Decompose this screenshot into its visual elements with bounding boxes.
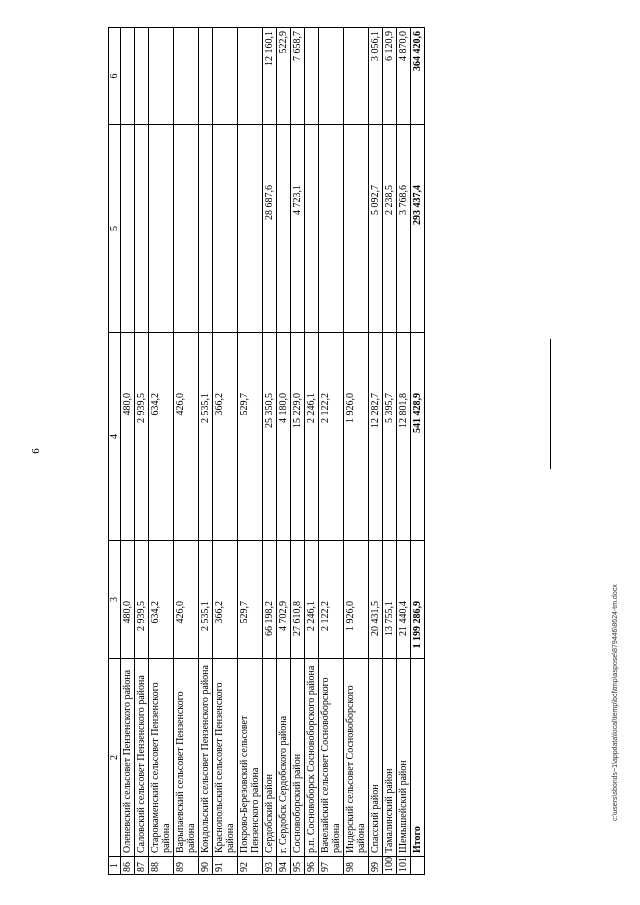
column-4-value: 2 939,5 [135,333,149,541]
total-column-3: 1 199 286,9 [411,541,425,659]
column-4-value: 4 180,0 [277,333,291,541]
column-header: 6 [109,28,121,125]
table-row [238,28,263,875]
total-column-4: 541 428,9 [411,333,425,541]
column-6-value: 4 870,0 [397,28,411,125]
column-header: 1 [109,857,121,875]
column-3-value: 2 535,1 [199,541,213,659]
column-6-value: 12 160,1 [263,28,277,125]
column-6-value: 522,9 [277,28,291,125]
page-number: 6 [30,448,42,454]
column-5-value: 2 238,5 [383,125,397,333]
municipality-name: Покрово-Березовский сельсовет Пензенского района [238,659,263,857]
table-row [277,28,291,875]
municipality-name: Варыпаевский сельсовет Пензенского района [174,659,199,857]
column-3-value: 2 939,5 [135,541,149,659]
row-number: 92 [238,857,263,875]
column-3-value: 634,2 [149,541,174,659]
column-6-value [121,28,135,125]
column-5-value [149,125,174,333]
municipality-name: Шемышейский район [397,659,411,857]
column-6-value [238,28,263,125]
column-header: 5 [109,125,121,333]
column-4-value: 5 395,7 [383,333,397,541]
municipality-name: Краснопольский сельсовет Пензенского района [213,659,238,857]
column-5-value [238,125,263,333]
column-5-value [199,125,213,333]
municipality-name: Саловский сельсовет Пензенского района [135,659,149,857]
row-number: 99 [369,857,383,875]
column-6-value [344,28,369,125]
column-6-value [305,28,319,125]
column-3-value: 21 440,4 [397,541,411,659]
column-6-value [213,28,238,125]
total-row-number [411,857,425,875]
column-4-value: 2 535,1 [199,333,213,541]
column-6-value [319,28,344,125]
column-6-value: 6 120,9 [383,28,397,125]
row-number: 86 [121,857,135,875]
table-row [135,28,149,875]
column-header: 2 [109,659,121,857]
row-number: 96 [305,857,319,875]
column-4-value: 426,0 [174,333,199,541]
column-4-value: 529,7 [238,333,263,541]
total-row [411,28,425,875]
column-6-value [149,28,174,125]
municipality-name: Индерский сельсовет Сосновоборского района [344,659,369,857]
column-4-value: 25 350,5 [263,333,277,541]
column-5-value [277,125,291,333]
municipality-name: Старокаменский сельсовет Пензенского района [149,659,174,857]
file-path-footer: c:\users\sbonds~1\appdata\local\temp\bcl\tmp\aspose\879446\8624-tm.docx [612,584,619,821]
table-row [369,28,383,875]
municipality-name: Сосновоборский район [291,659,305,857]
row-number: 100 [383,857,397,875]
row-number: 90 [199,857,213,875]
table-row [291,28,305,875]
column-3-value: 20 431,5 [369,541,383,659]
table-row [305,28,319,875]
column-4-value: 2 122,2 [319,333,344,541]
row-number: 89 [174,857,199,875]
municipality-name: Сердобский район [263,659,277,857]
column-4-value: 1 926,0 [344,333,369,541]
municipality-name: Кондольский сельсовет Пензенского района [199,659,213,857]
column-6-value [199,28,213,125]
municipality-name: Оленевский сельсовет Пензенского района [121,659,135,857]
column-3-value: 13 755,1 [383,541,397,659]
total-column-6: 364 420,6 [411,28,425,125]
column-5-value [213,125,238,333]
total-label: Итого [411,659,425,857]
column-3-value: 366,2 [213,541,238,659]
total-column-5: 293 437,4 [411,125,425,333]
column-6-value [174,28,199,125]
column-4-value: 15 229,0 [291,333,305,541]
column-5-value [135,125,149,333]
row-number: 88 [149,857,174,875]
row-number: 87 [135,857,149,875]
column-4-value: 12 801,8 [397,333,411,541]
table-row [344,28,369,875]
row-number: 98 [344,857,369,875]
footnote-separator [550,339,551,469]
column-5-value [319,125,344,333]
column-6-value: 3 056,1 [369,28,383,125]
column-3-value: 2 246,1 [305,541,319,659]
municipality-name: Вачелайский сельсовет Сосновоборского района [319,659,344,857]
column-5-value: 28 687,6 [263,125,277,333]
row-number: 97 [319,857,344,875]
row-number: 93 [263,857,277,875]
table-row [383,28,397,875]
column-3-value: 480,0 [121,541,135,659]
column-5-value [121,125,135,333]
row-number: 95 [291,857,305,875]
column-5-value: 3 768,6 [397,125,411,333]
table-row [149,28,174,875]
table-row [174,28,199,875]
column-6-value [135,28,149,125]
column-4-value: 2 246,1 [305,333,319,541]
table-row [263,28,277,875]
column-4-value: 634,2 [149,333,174,541]
column-4-value: 480,0 [121,333,135,541]
column-5-value: 4 723,1 [291,125,305,333]
table-row [397,28,411,875]
column-6-value: 7 658,7 [291,28,305,125]
column-5-value [344,125,369,333]
column-5-value: 5 092,7 [369,125,383,333]
column-3-value: 2 122,2 [319,541,344,659]
column-header: 3 [109,541,121,659]
column-4-value: 12 282,7 [369,333,383,541]
column-3-value: 529,7 [238,541,263,659]
municipality-name: р.п. Сосновоборск Сосновоборского района [305,659,319,857]
column-5-value [174,125,199,333]
table-header-row [109,28,121,875]
table-row [121,28,135,875]
municipality-name: г. Сердобск Сердобского района [277,659,291,857]
municipality-name: Спасский район [369,659,383,857]
column-3-value: 426,0 [174,541,199,659]
row-number: 94 [277,857,291,875]
table-row [319,28,344,875]
row-number: 91 [213,857,238,875]
column-3-value: 1 926,0 [344,541,369,659]
column-3-value: 66 198,2 [263,541,277,659]
budget-table [108,27,425,875]
column-3-value: 4 702,9 [277,541,291,659]
row-number: 101 [397,857,411,875]
column-4-value: 366,2 [213,333,238,541]
column-header: 4 [109,333,121,541]
column-5-value [305,125,319,333]
column-3-value: 27 610,8 [291,541,305,659]
municipality-name: Тамалинский район [383,659,397,857]
table-row [213,28,238,875]
table-row [199,28,213,875]
